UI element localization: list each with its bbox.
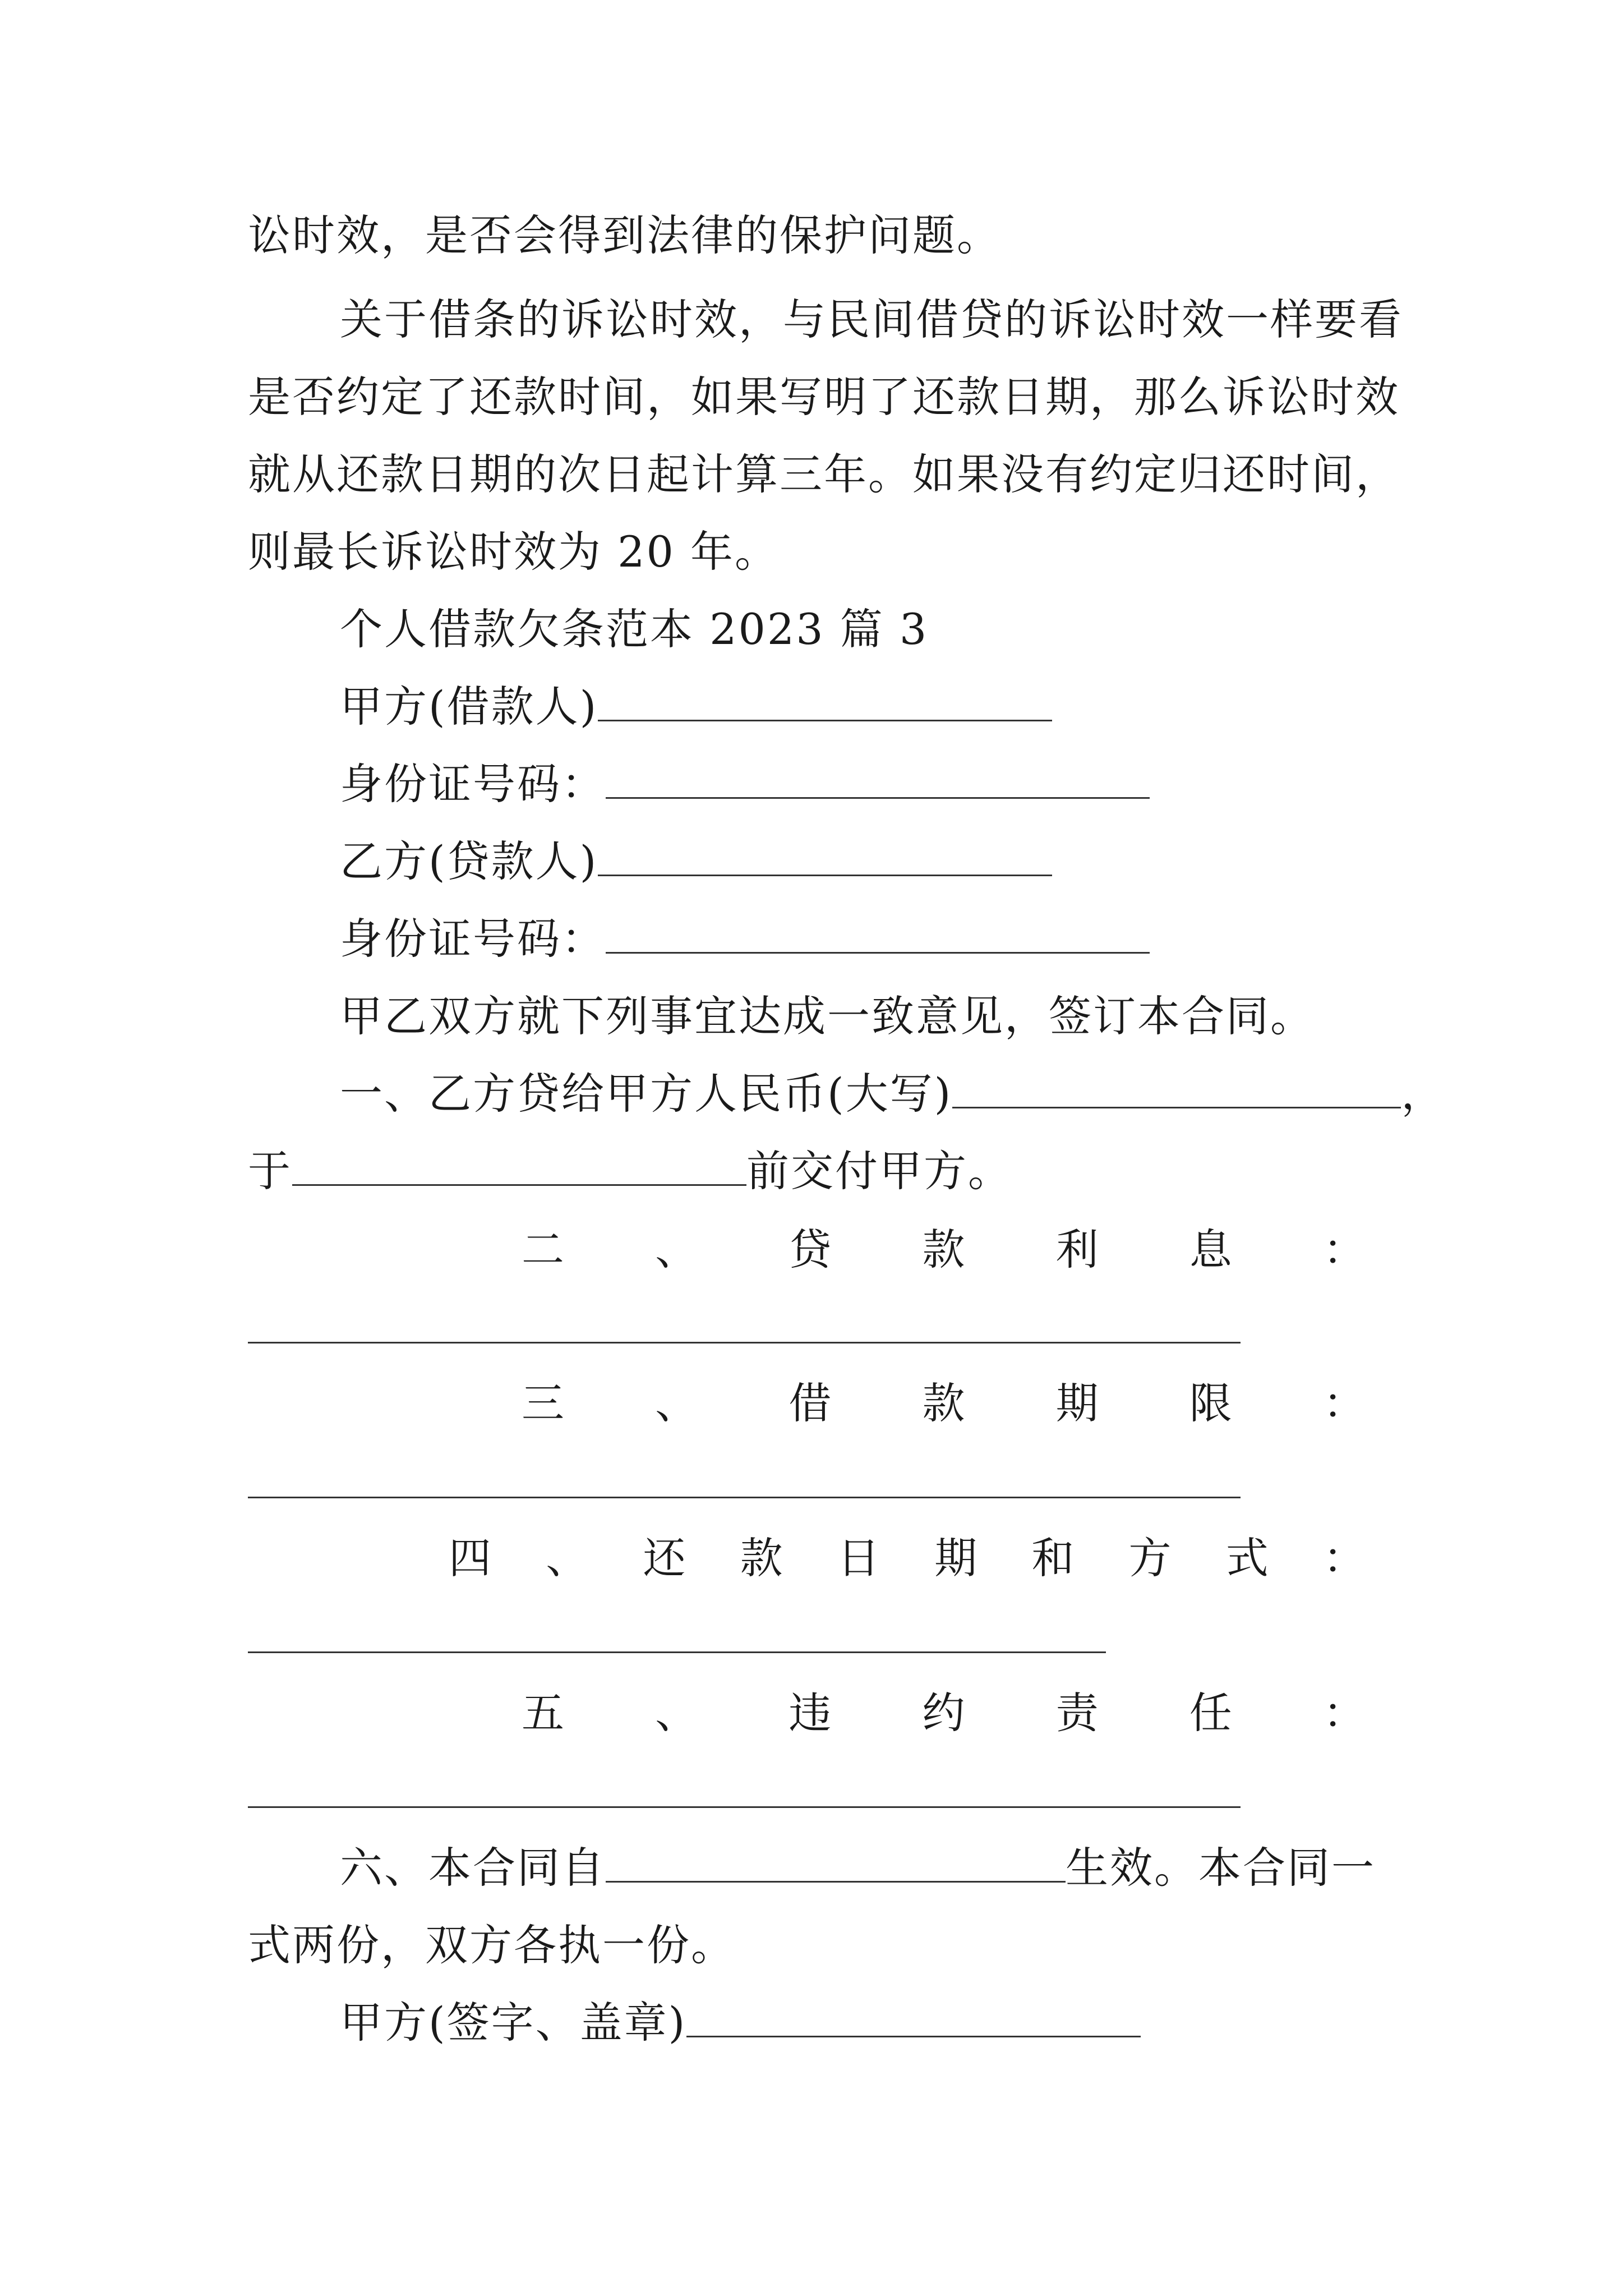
clause-4-char: 方 xyxy=(1128,1533,1172,1583)
clause-5-char: ： xyxy=(1322,1688,1366,1738)
clause-5-char: 五 xyxy=(522,1688,564,1738)
clause-1-line-2-suffix: 前交付甲方。 xyxy=(746,1146,1012,1196)
party-b-blank[interactable] xyxy=(598,834,1052,876)
delivery-date-blank[interactable] xyxy=(292,1144,746,1186)
clause-4-char: 期 xyxy=(934,1533,978,1583)
paragraph-line: 则最长诉讼时效为 20 年。 xyxy=(248,527,780,577)
clause-3-char: 款 xyxy=(922,1378,965,1428)
clause-3-char: 借 xyxy=(789,1378,832,1428)
clause-2-heading xyxy=(522,1222,1366,1278)
party-b-label: 乙方(贷款人) xyxy=(340,836,598,886)
clause-3-char: 期 xyxy=(1055,1378,1099,1428)
clause-4-char: 式 xyxy=(1225,1533,1269,1583)
clause-2-char: 息 xyxy=(1189,1225,1232,1274)
party-b-field xyxy=(340,834,1052,890)
loan-amount-blank[interactable] xyxy=(952,1066,1401,1108)
clause-2-char: 、 xyxy=(655,1225,698,1274)
party-a-id-label: 身份证号码： xyxy=(340,759,606,809)
clause-1-suffix: ， xyxy=(1401,1069,1446,1119)
paragraph-line: 关于借条的诉讼时效，与民间借贷的诉讼时效一样要看 xyxy=(340,295,1403,344)
clause-4-char: ： xyxy=(1322,1533,1366,1583)
repayment-blank[interactable] xyxy=(248,1651,1106,1653)
clause-5-char: 违 xyxy=(789,1688,832,1738)
clause-6-suffix: 生效。本合同一 xyxy=(1066,1843,1376,1893)
clause-3-char: ： xyxy=(1322,1378,1366,1428)
clause-6-line-1 xyxy=(340,1840,1376,1896)
paragraph-line: 就从还款日期的次日起计算三年。如果没有约定归还时间， xyxy=(248,449,1400,499)
clause-4-char: 和 xyxy=(1031,1533,1075,1583)
section-title: 个人借款欠条范本 2023 篇 3 xyxy=(340,604,929,654)
party-a-id-field xyxy=(340,756,1150,812)
signature-a-label: 甲方(签字、盖章) xyxy=(340,1998,687,2047)
clause-5-char: 约 xyxy=(922,1688,965,1738)
clause-4-heading xyxy=(449,1530,1366,1586)
paragraph-line: 是否约定了还款时间，如果写明了还款日期，那么诉讼时效 xyxy=(248,372,1400,422)
party-a-blank[interactable] xyxy=(598,679,1052,721)
clause-1-line-2-prefix: 于 xyxy=(248,1146,292,1196)
breach-blank[interactable] xyxy=(248,1806,1241,1808)
clause-2-char: 利 xyxy=(1055,1225,1099,1274)
signature-a-field xyxy=(340,1995,1141,2051)
clause-1-line-1 xyxy=(340,1066,1445,1122)
party-a-label: 甲方(借款人) xyxy=(340,682,598,731)
clause-6-line-2: 式两份，双方各执一份。 xyxy=(248,1920,735,1970)
clause-5-heading xyxy=(522,1685,1366,1741)
clause-2-char: 贷 xyxy=(789,1225,832,1274)
clause-4-char: 款 xyxy=(740,1533,783,1583)
loan-term-blank[interactable] xyxy=(248,1497,1241,1498)
clause-1-line-2 xyxy=(248,1143,1012,1199)
agreement-intro: 甲乙双方就下列事宜达成一致意见，签订本合同。 xyxy=(340,991,1315,1041)
clause-2-char: 二 xyxy=(522,1225,564,1274)
party-b-id-blank[interactable] xyxy=(606,912,1150,954)
clause-4-char: 、 xyxy=(546,1533,589,1583)
clause-4-char: 日 xyxy=(837,1533,880,1583)
party-a-id-blank[interactable] xyxy=(606,757,1150,799)
paragraph-line: 讼时效，是否会得到法律的保护问题。 xyxy=(248,210,1001,260)
clause-5-char: 责 xyxy=(1055,1688,1099,1738)
clause-5-char: 任 xyxy=(1189,1688,1232,1738)
clause-3-heading xyxy=(522,1375,1366,1432)
clause-6-prefix: 六、本合同自 xyxy=(340,1843,606,1893)
effective-date-blank[interactable] xyxy=(606,1841,1066,1883)
clause-3-char: 限 xyxy=(1189,1378,1232,1428)
clause-1-prefix: 一、乙方贷给甲方人民币(大写) xyxy=(340,1069,953,1119)
clause-2-char: ： xyxy=(1322,1225,1366,1274)
clause-3-char: 、 xyxy=(655,1378,698,1428)
clause-3-char: 三 xyxy=(522,1378,564,1428)
interest-blank[interactable] xyxy=(248,1342,1241,1343)
party-b-id-field xyxy=(340,911,1150,967)
clause-5-char: 、 xyxy=(655,1688,698,1738)
party-b-id-label: 身份证号码： xyxy=(340,914,606,964)
clause-4-char: 还 xyxy=(643,1533,686,1583)
signature-a-blank[interactable] xyxy=(686,1995,1141,2037)
party-a-field xyxy=(340,679,1052,735)
clause-4-char: 四 xyxy=(449,1533,491,1583)
clause-2-char: 款 xyxy=(922,1225,965,1274)
